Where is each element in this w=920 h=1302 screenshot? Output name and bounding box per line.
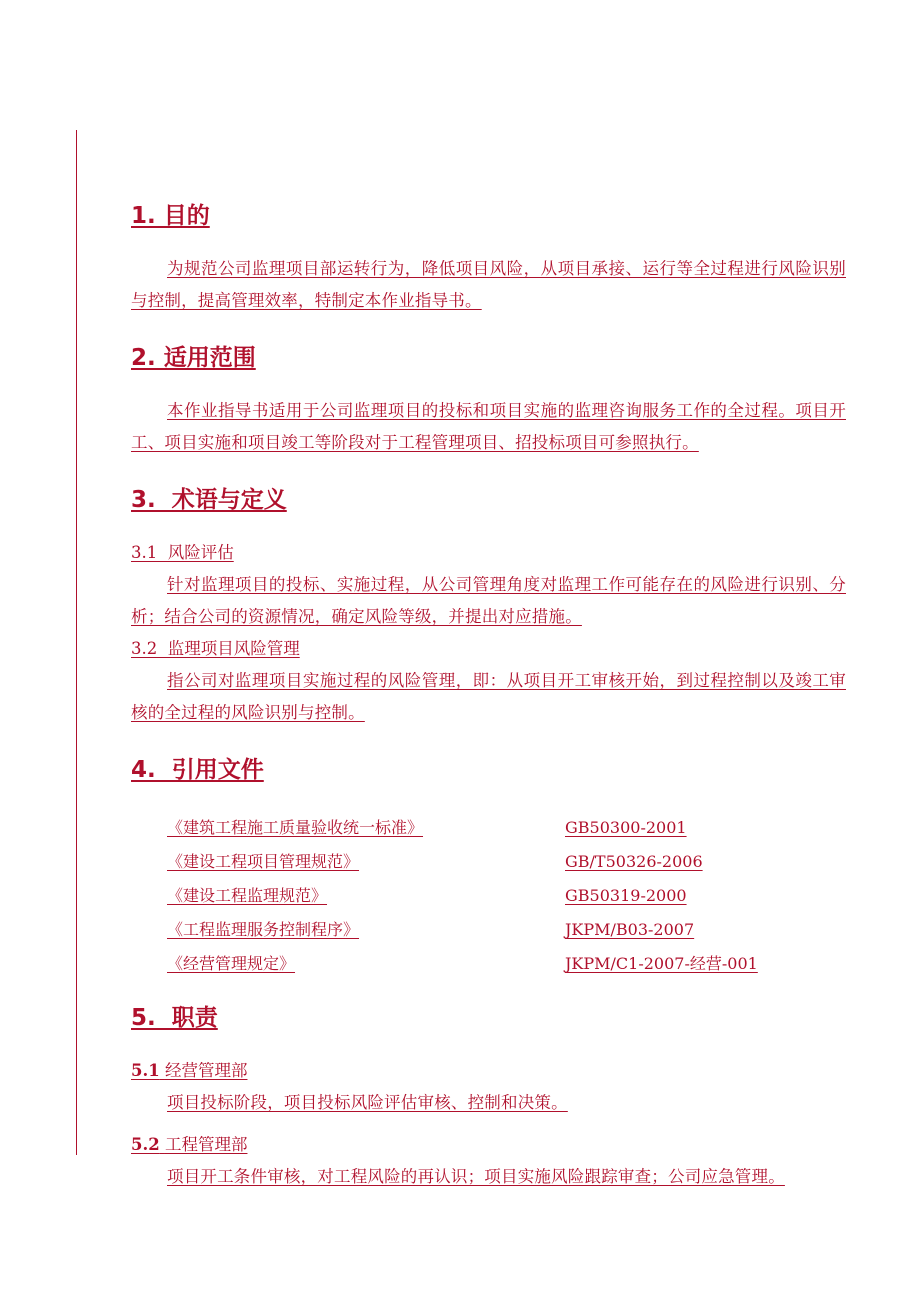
section-5-1-label: 经营管理部 xyxy=(164,1061,248,1080)
reference-item xyxy=(167,913,846,947)
reference-list xyxy=(131,811,846,981)
section-1-body: 为规范公司监理项目部运转行为，降低项目风险，从项目承接、运行等全过程进行风险识别与控制，提高管理效率，特制定本作业指导书。 xyxy=(131,259,846,310)
section-2-heading: 2. 适用范围 xyxy=(131,345,256,371)
section-1-heading: 1. 目的 xyxy=(131,203,210,229)
section-5-2-label: 工程管理部 xyxy=(164,1135,248,1154)
section-4-heading: 4. 引用文件 xyxy=(131,757,264,783)
reference-item xyxy=(167,845,846,879)
section-5-1-number: 5.1 xyxy=(131,1061,160,1080)
reference-item xyxy=(167,811,846,845)
section-5-2-heading xyxy=(131,1129,846,1161)
section-2-body: 本作业指导书适用于公司监理项目的投标和项目实施的监理咨询服务工作的全过程。项目开工、项目实施和项目竣工等阶段对于工程管理项目、招投标项目可参照执行。 xyxy=(131,401,846,452)
revision-margin-line xyxy=(76,130,77,1155)
reference-code: GB50319-2000 xyxy=(565,886,687,905)
section-3-1-heading: 3.1 风险评估 xyxy=(131,543,234,562)
reference-title: 《建筑工程施工质量验收统一标准》 xyxy=(167,818,424,837)
section-5-1-body: 项目投标阶段，项目投标风险评估审核、控制和决策。 xyxy=(167,1093,568,1112)
section-3-1-body: 针对监理项目的投标、实施过程，从公司管理角度对监理工作可能存在的风险进行识别、分析；结合公司的资源情况，确定风险等级，并提出对应措施。 xyxy=(131,575,846,626)
section-3-2-heading: 3.2 监理项目风险管理 xyxy=(131,639,300,658)
reference-title: 《经营管理规定》 xyxy=(167,954,296,973)
reference-code: JKPM/B03-2007 xyxy=(565,920,695,939)
reference-title: 《工程监理服务控制程序》 xyxy=(167,920,360,939)
section-3-heading: 3. 术语与定义 xyxy=(131,487,287,513)
reference-code: GB50300-2001 xyxy=(565,818,687,837)
section-5-2-number: 5.2 xyxy=(131,1135,160,1154)
reference-item xyxy=(167,947,846,981)
section-5-heading: 5. 职责 xyxy=(131,1005,218,1031)
section-5-1-heading xyxy=(131,1055,846,1087)
reference-code: GB/T50326-2006 xyxy=(565,852,703,871)
reference-code: JKPM/C1-2007-经营-001 xyxy=(565,954,758,973)
document-content xyxy=(131,195,846,1193)
section-5-2-body: 项目开工条件审核，对工程风险的再认识；项目实施风险跟踪审查；公司应急管理。 xyxy=(167,1167,785,1186)
reference-item xyxy=(167,879,846,913)
reference-title: 《建设工程项目管理规范》 xyxy=(167,852,360,871)
reference-title: 《建设工程监理规范》 xyxy=(167,886,328,905)
section-3-2-body: 指公司对监理项目实施过程的风险管理，即：从项目开工审核开始，到过程控制以及竣工审核的全过程的风险识别与控制。 xyxy=(131,671,846,722)
